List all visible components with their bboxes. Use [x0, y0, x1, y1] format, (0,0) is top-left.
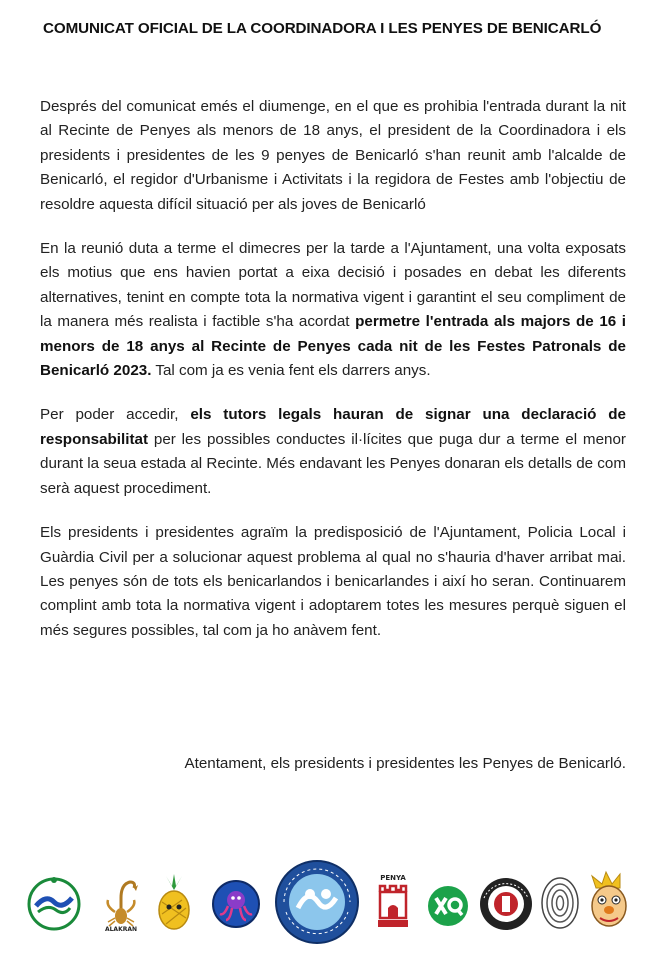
- castle-icon: [368, 868, 418, 932]
- page-title: COMUNICAT OFICIAL DE LA COORDINADORA I LES PENYES DE BENICARLÓ: [43, 20, 602, 37]
- paragraph-2-bold: permetre l'entrada als majors de 16 i menors de 18 anys al Recinte de Penyes cada nit de les Festes Patronals de Benicarló 2023.: [40, 313, 627, 380]
- paragraph-2: [40, 237, 626, 383]
- octopus-icon: [210, 878, 262, 930]
- paragraph-3-text-c: per les possibles conductes il·lícites que puga dur a terme el menor durant la seua estada al Recinte. Més endavant les Penyes donaran els detalls de com serà aquest procediment.: [40, 430, 626, 497]
- cartoon-face-icon: [584, 870, 634, 932]
- paragraph-2-text-c: Tal com ja es venia fent els darrers anys.: [151, 362, 431, 380]
- scorpion-icon: [98, 876, 144, 932]
- penya-logo-alakran: [98, 876, 144, 932]
- penyes-logos-row: [24, 858, 639, 948]
- penya-logo-fingerprint: [538, 874, 582, 932]
- coordinadora-emblem-icon: [274, 858, 360, 946]
- penya-logo-octopus: [210, 878, 262, 930]
- paragraph-1: Després del comunicat emés el diumenge, en el que es prohibia l'entrada durant la nit al Recinte de Penyes als menors de 18 anys, el president de la Coordinadora i els presidents i presidentes de les 9 penyes de Benicarló s'han reunit amb l'alcalde de Benicarló, el regidor d'Urbanisme i Activitats i la regidora de Festes amb l'objectiu de resoldre aquesta difícil situació per als joves de Benicarló: [40, 98, 626, 213]
- penya-logo-dark-circle: [478, 876, 534, 932]
- fingerprint-icon: [538, 874, 582, 932]
- paragraph-3: [40, 403, 626, 501]
- penya-logo-xq: [426, 884, 470, 928]
- pineapple-icon: [152, 872, 196, 932]
- paragraph-3-bold: els tutors legals hauran de signar una declaració de responsabilitat: [40, 406, 626, 448]
- penya-logo-1: [26, 872, 82, 932]
- xq-icon: [426, 884, 470, 928]
- penya-logo-pineapple: [152, 872, 196, 932]
- svg-text:PENYA: PENYA: [380, 874, 406, 882]
- signature: Atentament, els presidents i presidentes les Penyes de Benicarló.: [184, 755, 626, 772]
- paragraph-2-text-a: En la reunió duta a terme el dimecres per la tarde a l'Ajuntament, una volta exposats els motius que ens havien portat a eixa decisió i posades en debat les diferents alternatives, tenint en compte tota la normativa vigent i garantint el seu compliment de la manera més realista i factible s'ha acordat: [40, 240, 626, 331]
- circle-emblem-icon: [26, 872, 82, 932]
- paragraph-3-text-a: Per poder accedir,: [40, 406, 191, 424]
- svg-text:ALAKRAN: ALAKRAN: [104, 926, 138, 932]
- penya-logo-cartoon: [584, 870, 634, 932]
- paragraph-4: Els presidents i presidentes agraïm la predisposició de l'Ajuntament, Policia Local i Guàrdia Civil per a solucionar aquest problema al qual no s'hauria d'haver arribat mai. Les penyes són de tots els benicarlandos i benicarlandes i així ho seran. Continuarem complint amb tota la normativa vigent i adoptarem totes les mesures perquè siguen el més segures possibles, tal com ja ho anàvem fent.: [40, 524, 626, 639]
- document-body: [40, 95, 626, 663]
- penya-logo-castle: [368, 868, 418, 932]
- dark-circle-icon: [478, 876, 534, 932]
- coordinadora-logo: [274, 858, 360, 946]
